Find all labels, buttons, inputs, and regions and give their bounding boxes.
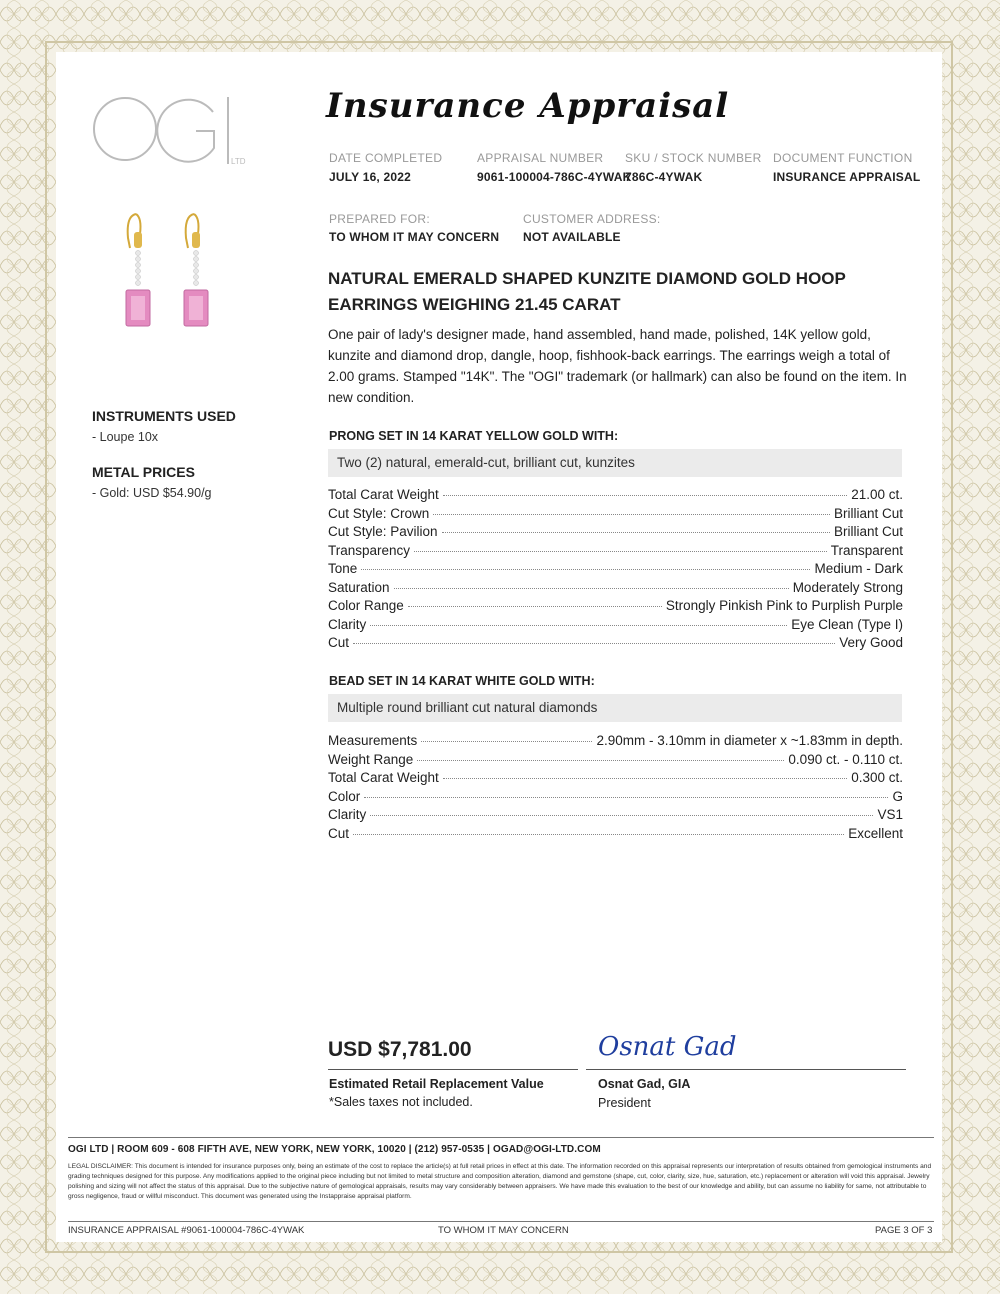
spec-key: Color Range [328,598,404,613]
signer-title: President [598,1096,651,1110]
spec-key: Cut Style: Crown [328,505,430,521]
metal-prices-heading: METAL PRICES [92,464,195,480]
sku-label: SKU / STOCK NUMBER [625,151,762,165]
page-title: Insurance Appraisal [326,86,730,126]
spec-row [328,770,903,789]
spec-value: Strongly Pinkish Pink to Purplish Purple [665,598,903,613]
instruments-heading: INSTRUMENTS USED [92,408,236,424]
spec-value: VS1 [877,807,903,822]
metal-prices-item: - Gold: USD $54.90/g [92,486,212,500]
spec-value: Brilliant Cut [833,505,903,521]
appraisal-number-label: APPRAISAL NUMBER [477,151,604,165]
appraisal-number-value: 9061-100004-786C-4YWAK [477,170,632,184]
spec-key: Total Carat Weight [328,487,439,502]
spec-row [328,524,903,543]
spec-value: Excellent [848,825,903,841]
instruments-item: - Loupe 10x [92,430,159,444]
spec-value: Very Good [839,635,903,650]
signature: Osnat Gad [598,1032,737,1062]
spec-row [328,826,903,845]
spec-value: Eye Clean (Type I) [791,616,903,632]
spec-row [328,580,903,599]
spec-key: Cut Style: Pavilion [328,524,438,539]
document-function-value: INSURANCE APPRAISAL [773,170,921,184]
footer-appraisal-ref: INSURANCE APPRAISAL #9061-100004-786C-4YWAK [68,1225,305,1236]
company-address: OGI LTD | ROOM 609 - 608 FIFTH AVE, NEW YORK, NEW YORK, 10020 | (212) 957-0535 | OGAD@OGI-LTD.COM [68,1144,601,1155]
spec-value: Moderately Strong [792,579,903,595]
prepared-for-label: PREPARED FOR: [329,212,431,226]
item-description: One pair of lady's designer made, hand assembled, hand made, polished, 14K yellow gold, kunzite and diamond drop, dangle, hoop, fishhook-back earrings. The earrings weigh a total of 2.00 grams. Stamped "14K". The "OGI" trademark (or hallmark) can also be found on the item. In new condition. [328,327,907,405]
spec-row [328,733,903,752]
bead-set-rows [328,733,903,844]
spec-value: Brilliant Cut [833,524,903,539]
spec-key: Weight Range [328,751,414,767]
spec-value: 0.300 ct. [851,770,903,785]
prepared-for-value: TO WHOM IT MAY CONCERN [329,230,500,244]
spec-row [328,752,903,771]
spec-key: Total Carat Weight [328,770,439,785]
document-function-label: DOCUMENT FUNCTION [773,151,913,165]
page-number: PAGE 3 OF 3 [875,1225,933,1236]
spec-key: Transparency [328,542,411,558]
price-note: *Sales taxes not included. [329,1095,473,1109]
spec-key: Saturation [328,579,390,595]
price-rule [328,1069,578,1070]
spec-row [328,789,903,808]
spec-key: Clarity [328,616,367,632]
item-heading: NATURAL EMERALD SHAPED KUNZITE DIAMOND GOLD HOOP EARRINGS WEIGHING 21.45 CARAT [328,269,846,314]
spec-value: Transparent [830,542,903,558]
customer-address-label: CUSTOMER ADDRESS: [523,212,661,226]
spec-value: G [892,788,903,804]
spec-key: Measurements [328,733,418,748]
spec-key: Tone [328,561,358,576]
spec-row [328,506,903,525]
price-label: Estimated Retail Replacement Value [329,1077,544,1091]
ogi-logo [92,92,252,172]
spec-row [328,487,903,506]
replacement-price: USD $7,781.00 [328,1038,472,1061]
customer-address-value: NOT AVAILABLE [523,230,621,244]
signature-rule [586,1069,906,1070]
spec-row [328,543,903,562]
spec-row [328,561,903,580]
spec-row [328,635,903,654]
footer-rule-bottom [68,1221,934,1222]
spec-row [328,807,903,826]
date-value: JULY 16, 2022 [329,170,412,184]
spec-key: Clarity [328,807,367,822]
bead-set-heading: BEAD SET IN 14 KARAT WHITE GOLD WITH: [329,674,595,688]
spec-row [328,598,903,617]
prong-set-band: Two (2) natural, emerald-cut, brilliant cut, kunzites [328,449,902,477]
spec-value: 0.090 ct. - 0.110 ct. [788,751,903,767]
spec-row [328,617,903,636]
bead-set-band: Multiple round brilliant cut natural diamonds [328,694,902,722]
logo-ltd: LTD [231,157,246,166]
spec-key: Cut [328,635,350,650]
date-label: DATE COMPLETED [329,151,443,165]
spec-value: 21.00 ct. [851,487,903,502]
signer-name: Osnat Gad, GIA [598,1077,691,1091]
spec-key: Cut [328,825,350,841]
spec-key: Color [328,788,361,804]
legal-disclaimer: LEGAL DISCLAIMER: This document is intended for insurance purposes only, being an estimate of the cost to replace the article(s) at full retail prices in effect at this date. The information recorded on this appraisal represents our interpretation of results obtained from gemological instruments and grading techniques designed for this purpose. Any modifications applied to the original piece including but not limited to metal structure and composition alteration, diamond and gemstone (shape, cut, color, clarity, size, hue, saturation, etc.) replacement or alteration will void this appraisal. Jewelry polishing and sizing will not affect the status of this appraisal. Due to the subjective nature of gemological appraisals, results may vary considerably between appraisers. We have made this evaluation to the best of our knowledge and ability, but can assume no liability for same, not attributable to gross negligence, fraud or willful misconduct. This document was generated using the Instappraise appraisal platform. [68,1163,932,1200]
spec-value: 2.90mm - 3.10mm in diameter x ~1.83mm in depth. [596,733,903,748]
earrings-photo [110,208,220,358]
prong-set-rows [328,487,903,654]
footer-recipient: TO WHOM IT MAY CONCERN [438,1225,569,1236]
footer-rule-top [68,1137,934,1138]
spec-value: Medium - Dark [814,561,903,576]
sku-value: 786C-4YWAK [625,170,703,184]
prong-set-heading: PRONG SET IN 14 KARAT YELLOW GOLD WITH: [329,429,619,443]
